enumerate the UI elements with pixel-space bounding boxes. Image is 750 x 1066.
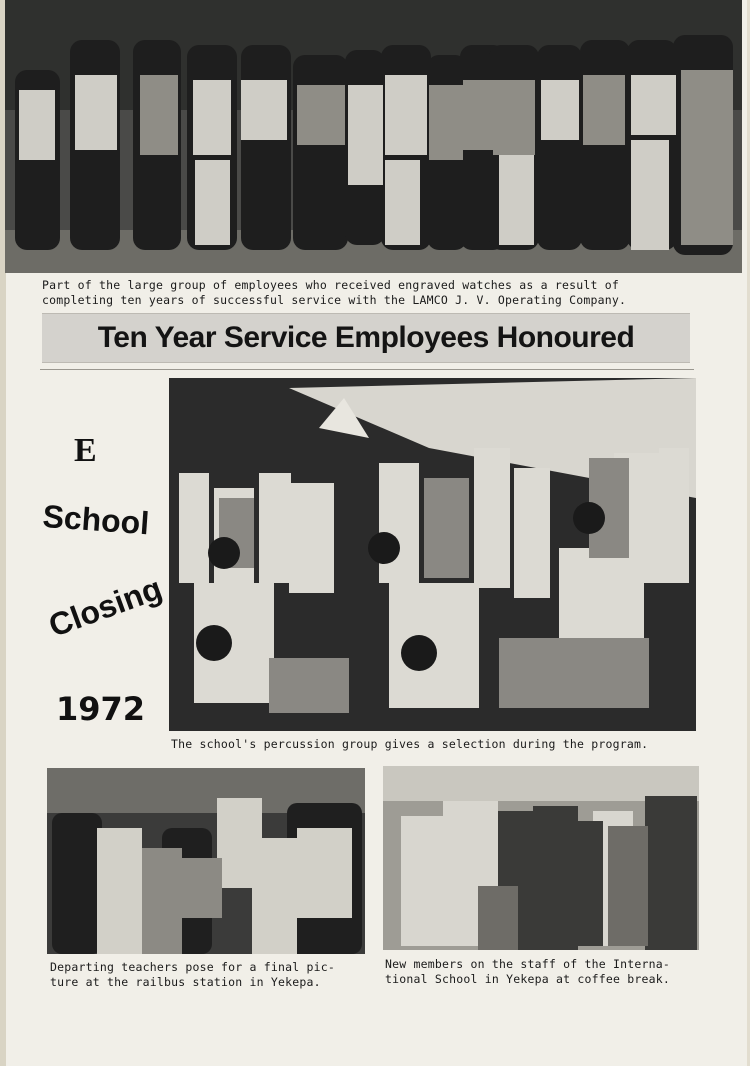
article-headline: Ten Year Service Employees Honoured	[97, 321, 635, 354]
side-title-year: 1972	[56, 690, 146, 728]
staff-photo-caption: New members on the staff of the Interna- tional School in Yekepa at coffee break.	[385, 957, 670, 986]
headline-bar	[42, 313, 690, 363]
group-photo	[5, 0, 742, 273]
side-title-closing: Closing	[44, 569, 167, 644]
divider-rule	[40, 369, 694, 370]
staff-photo	[383, 766, 699, 950]
side-title-school: School	[41, 498, 151, 542]
percussion-photo	[169, 378, 696, 731]
percussion-photo-caption: The school's percussion group gives a selection during the program.	[171, 737, 649, 751]
side-title-letter: E	[74, 432, 97, 469]
teachers-photo-caption: Departing teachers pose for a final pic- ture at the railbus station in Yekepa.	[50, 960, 335, 989]
teachers-photo	[47, 768, 365, 954]
group-photo-caption: Part of the large group of employees who received engraved watches as a result of completing ten years of successful service with the LAMCO J. V. Operating Company.	[42, 278, 627, 307]
